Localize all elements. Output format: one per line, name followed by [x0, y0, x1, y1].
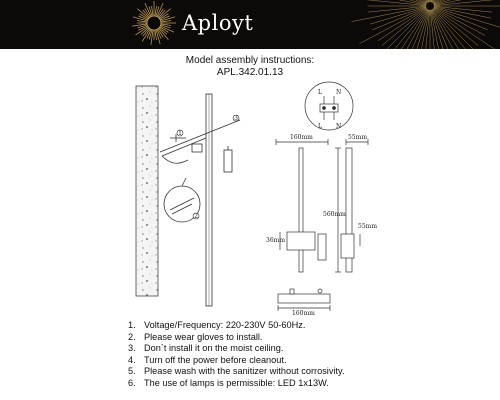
- wiring-label-l-top: L: [318, 89, 322, 96]
- callout-1: 1: [178, 130, 182, 137]
- instruction-text: The use of lamps is permissible: LED 1x13W.: [144, 377, 329, 388]
- wall-panel: [136, 86, 158, 296]
- side-elevation: [341, 139, 368, 272]
- lamp-assembly: [160, 94, 240, 306]
- instruction-number: 3.: [128, 343, 136, 354]
- instruction-item: [128, 320, 345, 332]
- instruction-number: 1.: [128, 320, 136, 330]
- assembly-drawing: [0, 76, 500, 316]
- ray: [433, 9, 474, 49]
- dim-base-width: 160mm: [292, 310, 315, 316]
- instruction-text: Voltage/Frequency: 220-230V 50-60Hz.: [144, 320, 306, 330]
- ray: [433, 8, 496, 49]
- instruction-text: Please wash with the sanitizer without corrosivity.: [144, 366, 345, 377]
- brand-name: Aployt: [182, 11, 254, 35]
- model-number: APL.342.01.13: [216, 67, 284, 78]
- instruction-number: 5.: [128, 366, 136, 377]
- wiring-label-n-top: N: [336, 89, 342, 96]
- dim-front-width: 160mm: [290, 134, 313, 141]
- instruction-number: 4.: [128, 354, 136, 365]
- dim-side-depth: 55mm: [348, 134, 368, 141]
- sunburst-logo-icon: [132, 1, 176, 45]
- instruction-item: [128, 343, 345, 355]
- plan-view: [278, 289, 330, 311]
- decorative-rays: [350, 0, 500, 49]
- brand-banner: [0, 0, 500, 49]
- ray: [375, 0, 427, 4]
- instruction-item: [128, 378, 345, 390]
- ray: [390, 9, 427, 49]
- wiring-label-l-bottom: L: [318, 123, 322, 130]
- instructions-list: [128, 320, 345, 390]
- dim-bracket-height: 36mm: [266, 237, 286, 244]
- callout-3: 3: [234, 115, 238, 122]
- instruction-item: [128, 355, 345, 367]
- ray: [434, 0, 486, 4]
- dim-height: 560mm: [323, 211, 346, 218]
- instruction-text: Don`t install it on the moist ceiling.: [144, 343, 284, 354]
- instruction-item: [128, 366, 345, 378]
- ray: [370, 7, 426, 24]
- instruction-item: [128, 332, 345, 344]
- instruction-number: 6.: [128, 377, 136, 388]
- sun-core: [147, 16, 161, 30]
- instruction-text: Turn off the power before cleanout.: [144, 354, 287, 365]
- wiring-label-n-bottom: N: [336, 123, 342, 130]
- ray: [432, 10, 461, 49]
- dim-side-bracket: 55mm: [358, 223, 378, 230]
- instruction-number: 2.: [128, 331, 136, 342]
- document-title: Model assembly instructions:: [185, 55, 315, 66]
- callout-2: 2: [194, 213, 198, 220]
- wiring-diagram: [305, 82, 353, 130]
- ray: [386, 0, 427, 3]
- instruction-text: Please wear gloves to install.: [144, 331, 263, 342]
- front-elevation: [276, 139, 341, 272]
- ray: [433, 0, 474, 3]
- ray: [434, 0, 500, 6]
